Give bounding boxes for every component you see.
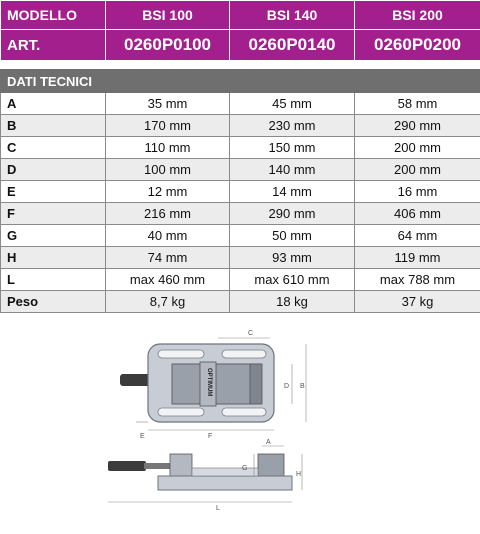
spec-value: 290 mm xyxy=(355,115,480,137)
spec-value: 58 mm xyxy=(355,93,480,115)
spec-value: 16 mm xyxy=(355,181,480,203)
spec-value: 50 mm xyxy=(230,225,355,247)
spec-key: D xyxy=(1,159,106,181)
dim-label-f: F xyxy=(208,433,212,440)
side-base xyxy=(158,476,292,490)
spec-key: C xyxy=(1,137,106,159)
side-handle-shaft xyxy=(144,463,174,469)
spec-value: 18 kg xyxy=(230,291,355,313)
article-code: 0260P0200 xyxy=(355,30,480,61)
spec-value: 93 mm xyxy=(230,247,355,269)
spec-value: 40 mm xyxy=(106,225,230,247)
spec-key: E xyxy=(1,181,106,203)
side-movable-jaw xyxy=(170,454,192,476)
dim-label-b: B xyxy=(300,383,305,390)
spec-row xyxy=(1,269,480,291)
dim-label-d: D xyxy=(284,383,289,390)
spec-value: 406 mm xyxy=(355,203,480,225)
model-name: BSI 140 xyxy=(230,1,355,30)
spec-row xyxy=(1,137,480,159)
model-name: BSI 100 xyxy=(106,1,230,30)
section-title: DATI TECNICI xyxy=(1,70,480,93)
spec-key: F xyxy=(1,203,106,225)
slot xyxy=(222,408,266,416)
spec-value: 110 mm xyxy=(106,137,230,159)
dim-label-e: E xyxy=(140,433,145,440)
spec-value: 150 mm xyxy=(230,137,355,159)
dim-label-a: A xyxy=(266,439,271,446)
slot xyxy=(222,350,266,358)
spec-value: 100 mm xyxy=(106,159,230,181)
dim-label-l: L xyxy=(216,505,220,512)
brand-text: OPTIMUM xyxy=(206,368,212,396)
spec-row xyxy=(1,203,480,225)
spec-row xyxy=(1,93,480,115)
side-handle-grip xyxy=(108,461,146,471)
model-label: MODELLO xyxy=(1,1,106,30)
side-fixed-jaw xyxy=(258,454,284,478)
spec-value: 37 kg xyxy=(355,291,480,313)
slot xyxy=(158,408,204,416)
spec-value: 35 mm xyxy=(106,93,230,115)
side-bed xyxy=(192,468,258,476)
article-code: 0260P0100 xyxy=(106,30,230,61)
spec-value: 12 mm xyxy=(106,181,230,203)
spec-row xyxy=(1,247,480,269)
spec-value: 8,7 kg xyxy=(106,291,230,313)
spec-value: 200 mm xyxy=(355,137,480,159)
vise-top-view xyxy=(120,330,306,440)
spec-key: H xyxy=(1,247,106,269)
fixed-jaw xyxy=(250,364,262,404)
spec-row xyxy=(1,181,480,203)
spec-key: B xyxy=(1,115,106,137)
dim-label-c: C xyxy=(248,330,253,337)
article-label: ART. xyxy=(1,30,106,61)
spec-value: 74 mm xyxy=(106,247,230,269)
spec-value: 290 mm xyxy=(230,203,355,225)
dim-label-g: G xyxy=(242,465,247,472)
model-header-row xyxy=(1,1,480,30)
spec-value: 14 mm xyxy=(230,181,355,203)
spec-value: 64 mm xyxy=(355,225,480,247)
spec-value: max 788 mm xyxy=(355,269,480,291)
slot xyxy=(158,350,204,358)
article-code: 0260P0140 xyxy=(230,30,355,61)
spec-key: L xyxy=(1,269,106,291)
spec-value: 140 mm xyxy=(230,159,355,181)
spec-value: max 610 mm xyxy=(230,269,355,291)
spec-value: 170 mm xyxy=(106,115,230,137)
spec-row xyxy=(1,291,480,313)
technical-drawing xyxy=(0,318,480,529)
model-name: BSI 200 xyxy=(355,1,480,30)
spec-row xyxy=(1,159,480,181)
spec-value: 45 mm xyxy=(230,93,355,115)
spec-row xyxy=(1,225,480,247)
spec-key: Peso xyxy=(1,291,106,313)
spec-value: 119 mm xyxy=(355,247,480,269)
spec-value: max 460 mm xyxy=(106,269,230,291)
spec-row xyxy=(1,115,480,137)
article-row xyxy=(1,30,480,61)
section-header xyxy=(1,70,480,93)
spec-value: 230 mm xyxy=(230,115,355,137)
spec-value: 200 mm xyxy=(355,159,480,181)
dim-label-h: H xyxy=(296,471,301,478)
vise-drawing-svg xyxy=(0,318,480,529)
spec-key: G xyxy=(1,225,106,247)
vise-side-view xyxy=(108,439,302,512)
spec-value: 216 mm xyxy=(106,203,230,225)
spec-key: A xyxy=(1,93,106,115)
